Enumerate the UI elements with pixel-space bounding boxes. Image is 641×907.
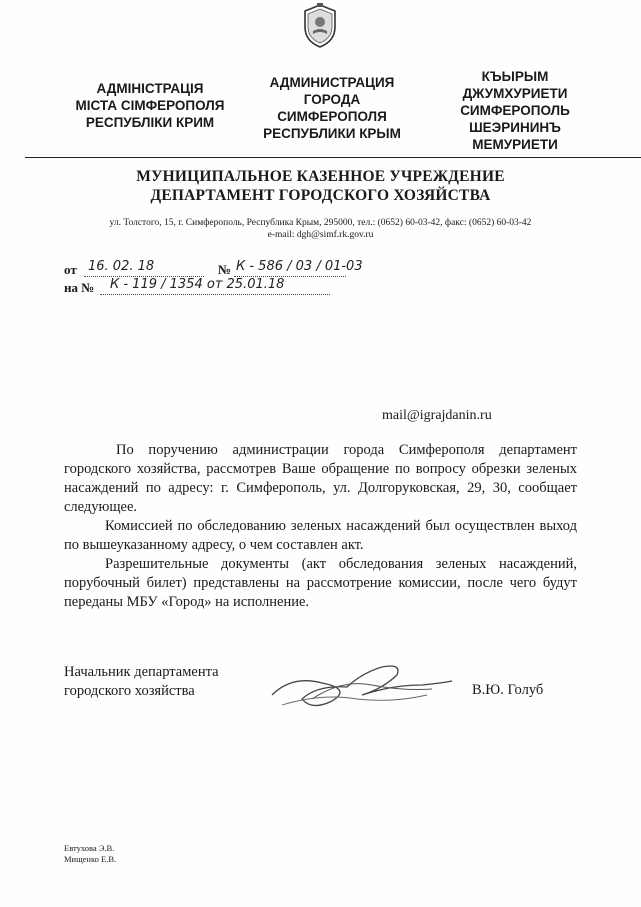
header-line: АДМИНИСТРАЦИЯ bbox=[269, 75, 395, 90]
header-line: СИМФЕРОПОЛЬ bbox=[460, 103, 570, 118]
from-label: от bbox=[64, 262, 77, 277]
header-line: КЪЫРЫМ bbox=[481, 69, 549, 84]
header-line: ШЕЭРИНИНЪ bbox=[469, 120, 561, 135]
header-line: РЕСПУБЛИКИ КРЫМ bbox=[263, 126, 401, 141]
number-label: № bbox=[218, 262, 232, 277]
header-ukrainian bbox=[70, 80, 230, 131]
signatory-name: В.Ю. Голуб bbox=[472, 682, 544, 698]
reply-label: на № bbox=[64, 280, 95, 295]
signatory-title-line: городского хозяйства bbox=[64, 683, 195, 699]
header-line: СИМФЕРОПОЛЯ bbox=[277, 109, 387, 124]
outgoing-number: К - 586 / 03 / 01-03 bbox=[236, 259, 363, 274]
header-divider bbox=[25, 157, 641, 158]
outgoing-date: 16. 02. 18 bbox=[88, 259, 155, 274]
signatory-title-line: Начальник департамента bbox=[64, 664, 219, 680]
header-line: МІСТА СІМФЕРОПОЛЯ bbox=[75, 98, 225, 113]
header-crimean-tatar bbox=[440, 68, 590, 153]
body-paragraph-1: По поручению администрации города Симферополя департамент городского хозяйства, рассмотрев Ваше обращение по вопросу обрезки зеленых насаждений по адресу: г. Симферополь, ул. Долгоруковская, 29, 30, сообщает следующее. bbox=[64, 442, 577, 515]
header-line: МЕМУРИЕТИ bbox=[472, 137, 558, 152]
reply-reference: К - 119 / 1354 от 25.01.18 bbox=[110, 277, 285, 292]
header-russian bbox=[252, 74, 412, 142]
header-line: РЕСПУБЛІКИ КРИМ bbox=[85, 115, 215, 130]
organization-email: e-mail: dgh@simf.rk.gov.ru bbox=[267, 230, 374, 240]
executor-name: Мищенко Е.В. bbox=[64, 854, 117, 864]
body-paragraph-3: Разрешительные документы (акт обследования зеленых насаждений, порубочный билет) представлены на рассмотрение комиссии, после чего будут переданы МБУ «Город» на исполнение. bbox=[64, 556, 577, 610]
header-line: ДЖУМХУРИЕТИ bbox=[462, 86, 568, 101]
organization-name-line1: МУНИЦИПАЛЬНОЕ КАЗЕННОЕ УЧРЕЖДЕНИЕ bbox=[136, 168, 505, 185]
executor-name: Евтухова Э.В. bbox=[64, 843, 115, 853]
recipient-email: mail@igrajdanin.ru bbox=[382, 408, 492, 423]
organization-name-line2: ДЕПАРТАМЕНТ ГОРОДСКОГО ХОЗЯЙСТВА bbox=[150, 187, 491, 204]
reply-underline bbox=[100, 294, 330, 295]
organization-address: ул. Толстого, 15, г. Симферополь, Республика Крым, 295000, тел.: (0652) 60-03-42, факс: (0652) 60-03-42 bbox=[109, 218, 532, 228]
signatory-title bbox=[64, 663, 219, 701]
handwritten-signature bbox=[262, 655, 462, 715]
header-line: ГОРОДА bbox=[303, 92, 361, 107]
executors bbox=[64, 843, 116, 865]
coat-of-arms-emblem bbox=[301, 3, 339, 49]
body-paragraph-2: Комиссией по обследованию зеленых насаждений был осуществлен выход по вышеуказанному адресу, о чем составлен акт. bbox=[64, 518, 577, 553]
header-line: АДМІНІСТРАЦІЯ bbox=[96, 81, 204, 96]
